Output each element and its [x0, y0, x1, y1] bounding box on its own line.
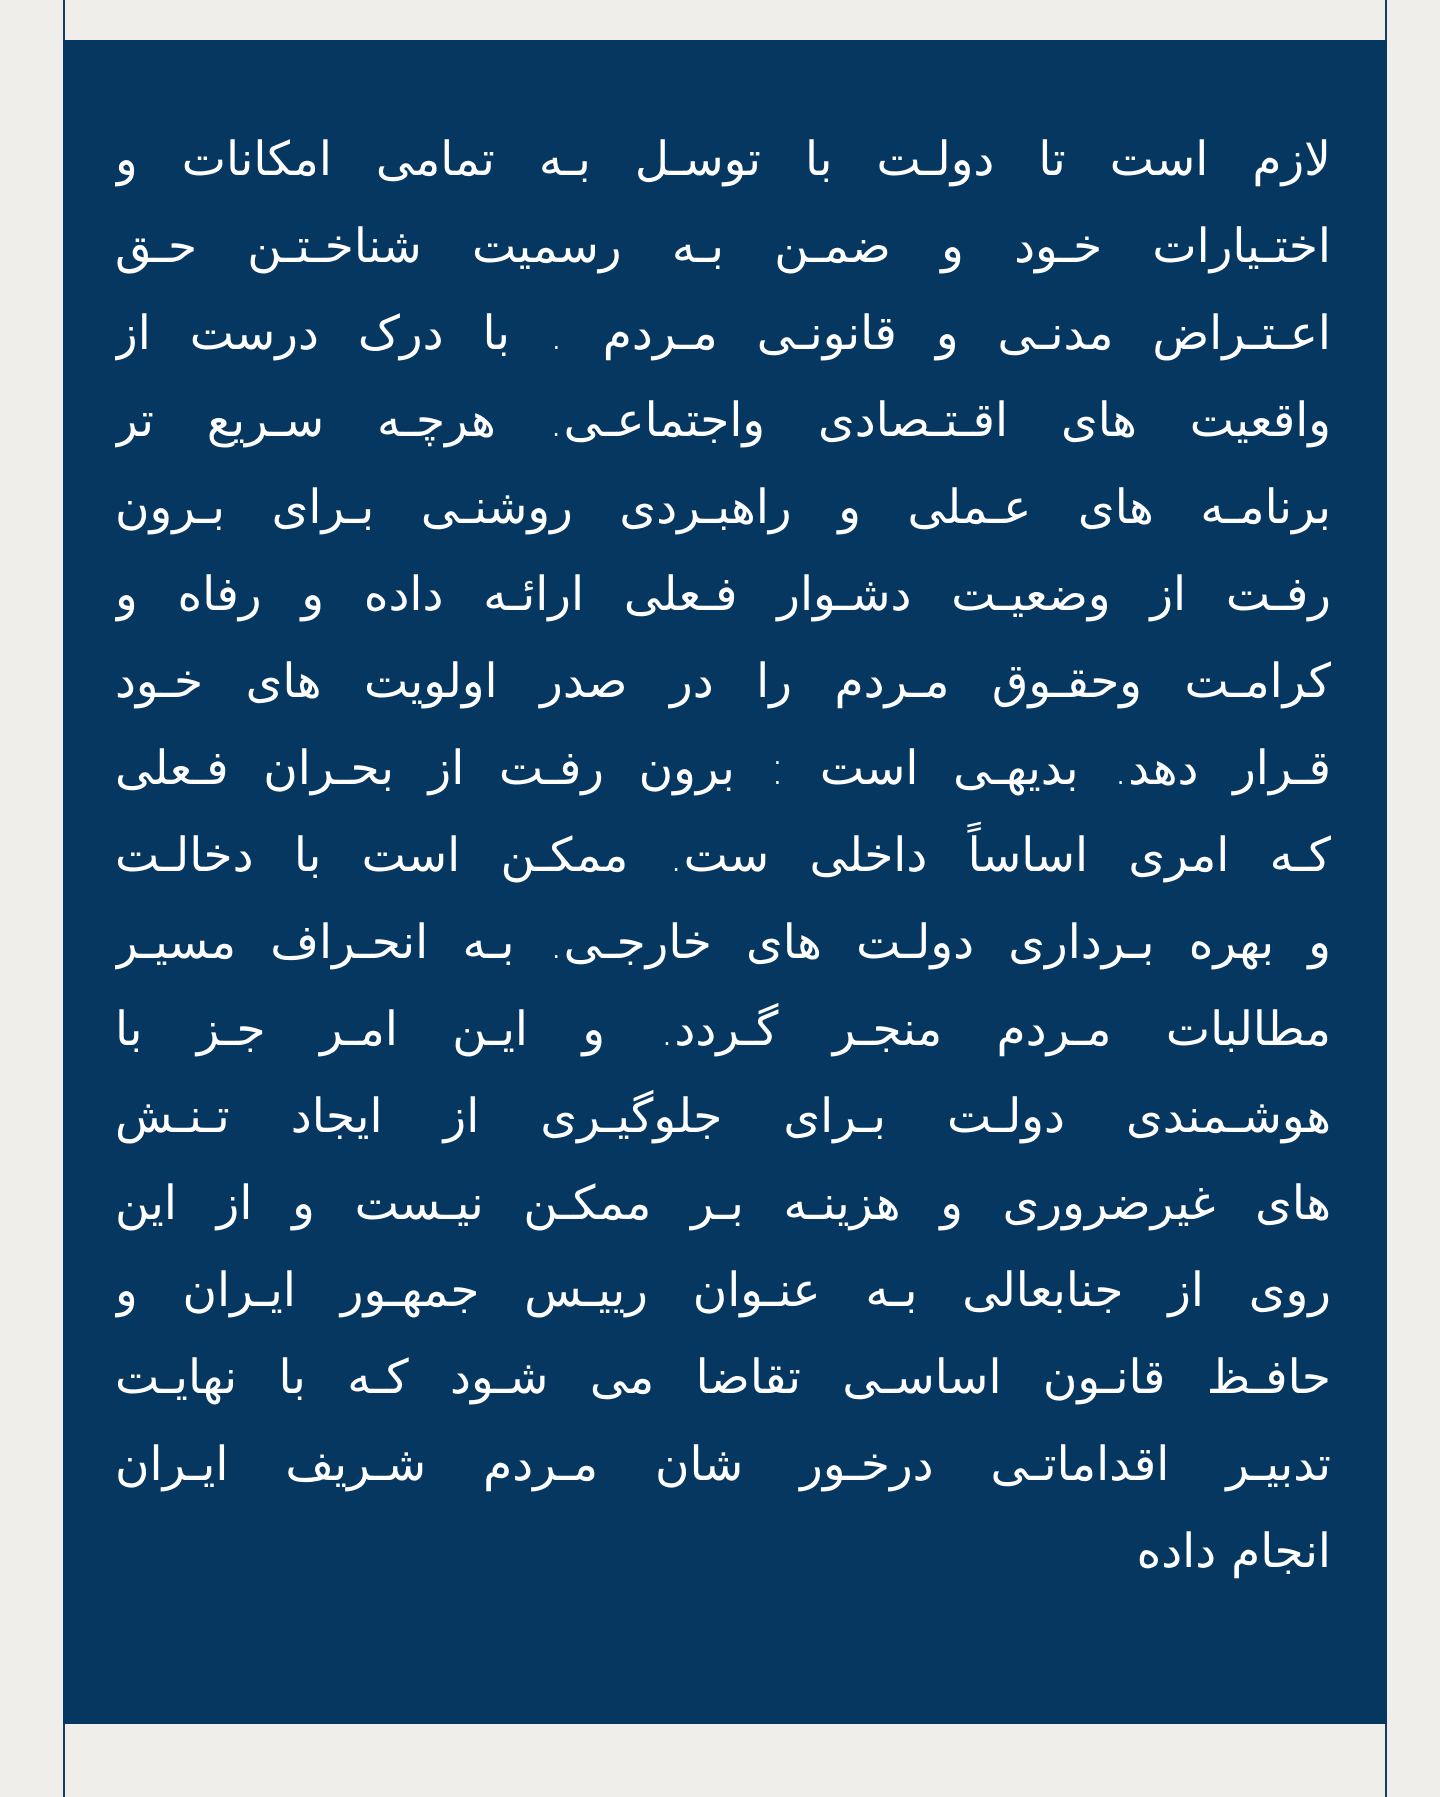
text-line: و بهره بـرداری دولـت های خارجـی. بـه انحـراف مسیـر: [115, 915, 1331, 970]
letter-body: [115, 116, 1331, 1595]
text-line: حافـظ قانـون اساسـی تقاضا می شـود کـه با نهایـت: [115, 1350, 1331, 1405]
text-line: های غیرضروری و هزینـه بـر ممکـن نیـست و از این: [115, 1176, 1331, 1231]
text-line: روی از جنابعالی بـه عنـوان رییـس جمهـور ایـران و: [115, 1263, 1331, 1318]
text-line: هوشـمندی دولـت بـرای جلوگیـری از ایجاد تـنـش: [115, 1089, 1331, 1144]
text-line: اختـیارات خـود و ضمـن بـه رسمیت شناخـتـن حـق: [115, 219, 1331, 274]
text-line-last: انجام داده: [1136, 1524, 1331, 1579]
text-line: قـرار دهد. بدیهـی است : برون رفـت از بحـران فـعلی: [115, 741, 1331, 796]
text-line: تدبیـر اقداماتـی درخـور شان مـردم شـریف ایـران: [115, 1437, 1331, 1492]
text-line: واقعیت های اقـتـصادی واجتماعـی. هرچـه سـریع تر: [115, 393, 1331, 448]
text-line: کـه امری اساساً داخلی ست. ممکـن است با دخالـت: [115, 828, 1331, 883]
text-line: کرامـت وحقـوق مـردم را در صدر اولویت های خـود: [115, 654, 1331, 709]
text-line: رفـت از وضعیـت دشـوار فـعلی ارائـه داده و رفاه و: [115, 567, 1331, 622]
text-line: مطالبات مـردم منجـر گـردد. و ایـن امـر جـز با: [115, 1002, 1331, 1057]
text-line: برنامـه های عـملی و راهبـردی روشنـی بـرای بـرون: [115, 480, 1331, 535]
text-line: اعـتـراض مدنـی و قانونـی مـردم . با درک درست از: [115, 306, 1331, 361]
text-line: لازم است تا دولـت با توسـل بـه تمامی امکانات و: [115, 132, 1331, 187]
